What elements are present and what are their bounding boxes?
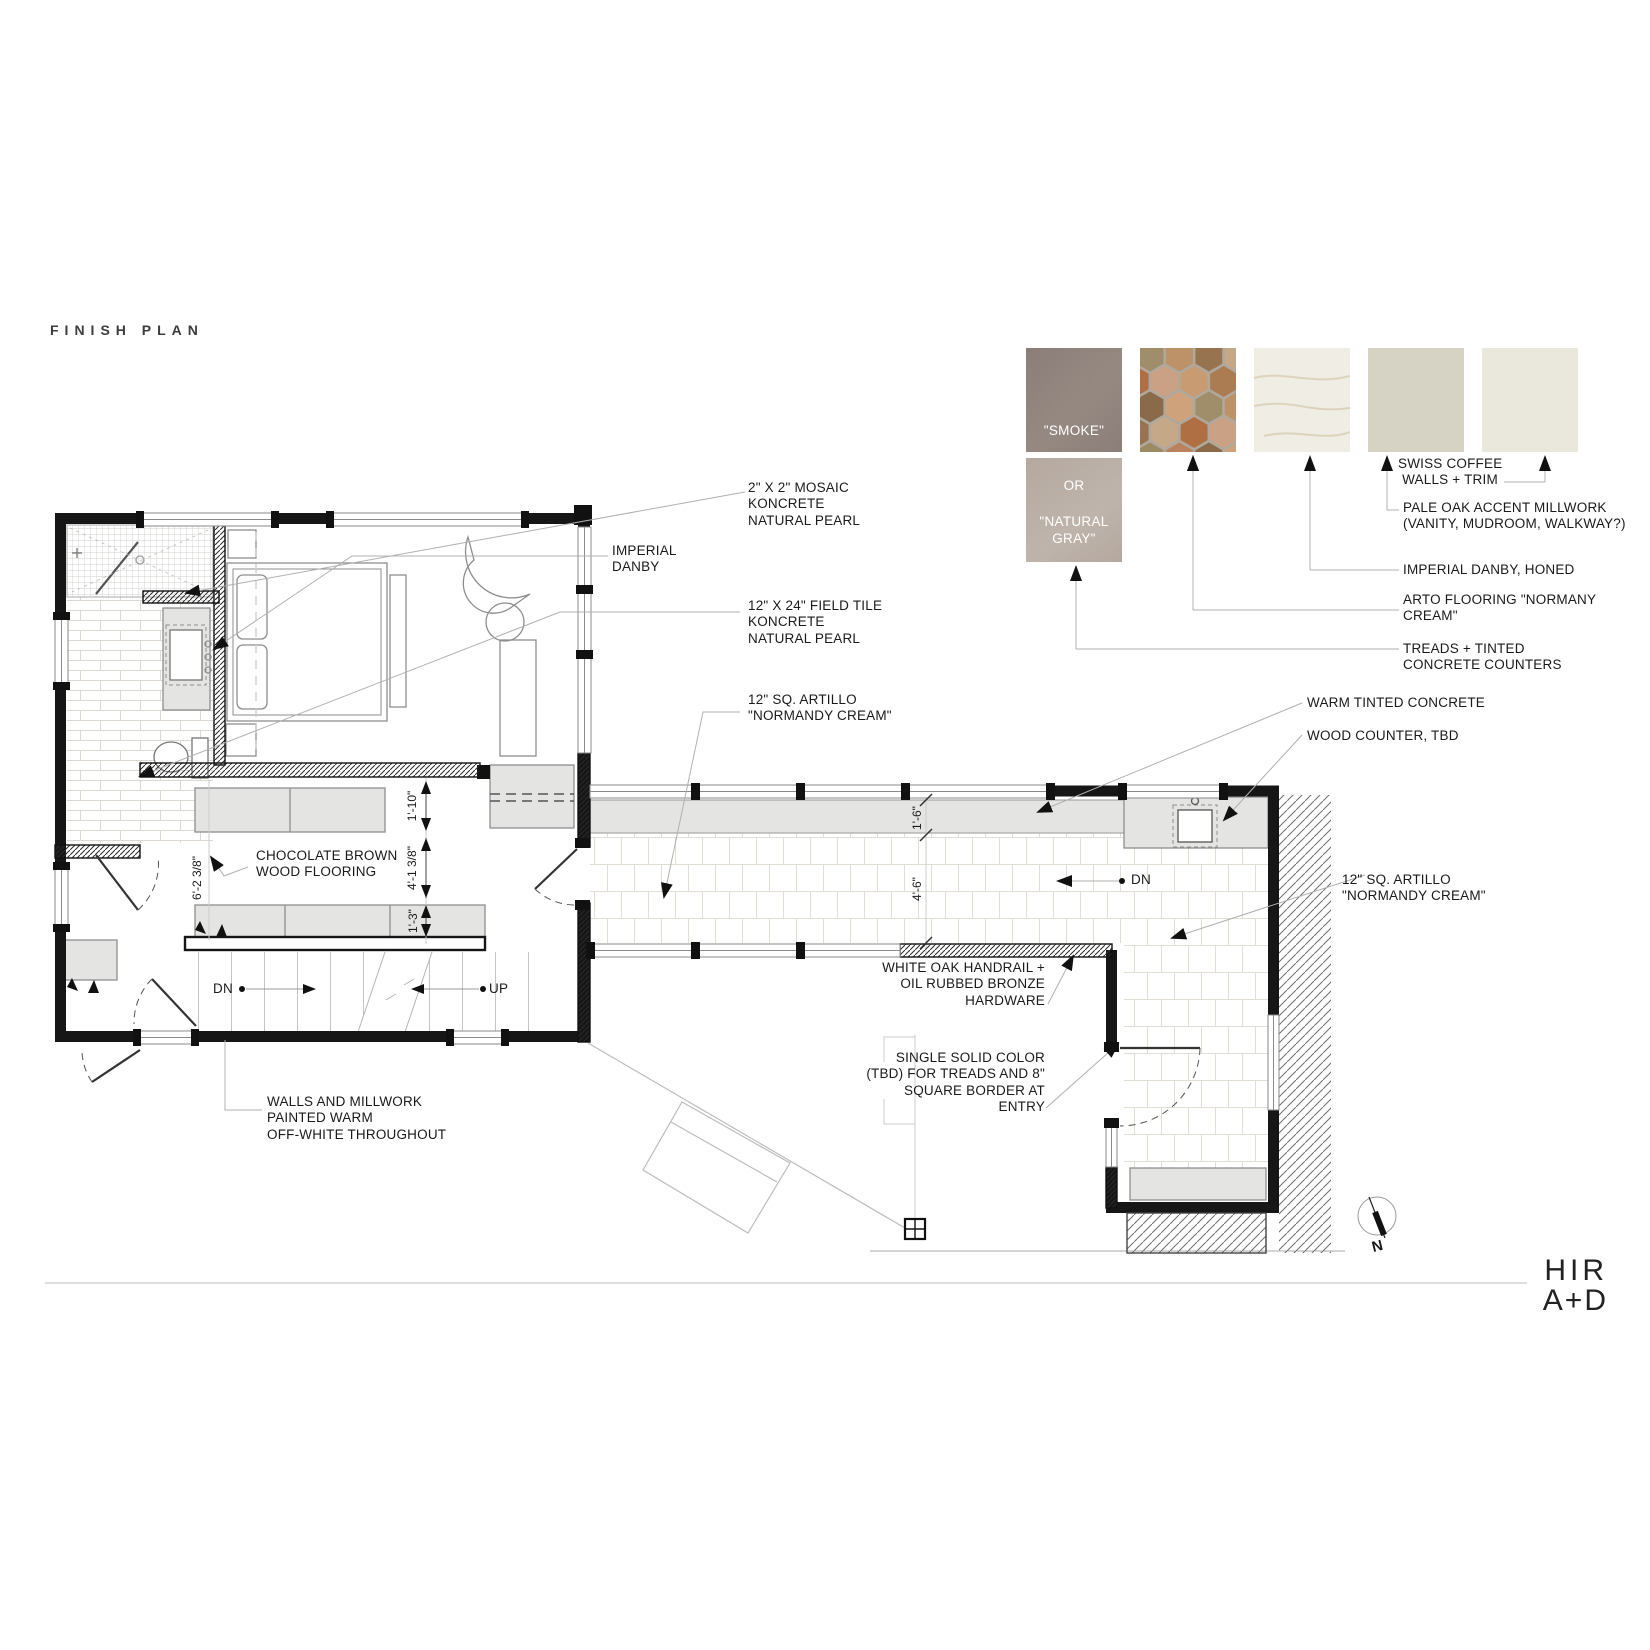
north-arrow <box>1358 1197 1396 1238</box>
pillow <box>237 575 267 639</box>
bedroom-south-wall <box>140 763 480 777</box>
label-field-tile: 12" X 24" FIELD TILE KONCRETE NATURAL PEARL <box>748 598 883 646</box>
round-side-table <box>486 603 524 641</box>
label-stair-dn: DN <box>213 981 233 996</box>
entry-stoop <box>1127 1213 1266 1253</box>
closet-cabinet <box>490 765 574 828</box>
hall-bench <box>63 940 117 980</box>
bed-bench <box>390 575 406 707</box>
label-single-solid-color: SINGLE SOLID COLOR (TBD) FOR TREADS AND 8" SQUARE BORDER AT ENTRY <box>866 1050 1045 1115</box>
logo-line2: A+D <box>1542 1284 1608 1317</box>
label-mosaic-koncrete: 2" X 2" MOSAIC KONCRETE NATURAL PEARL <box>748 480 861 528</box>
label-swiss-coffee: SWISS COFFEE WALLS + TRIM <box>1398 456 1503 488</box>
swatch-or-label: OR <box>1063 478 1085 493</box>
stair-handrail-wall <box>185 937 485 950</box>
lounge-chair <box>463 537 530 613</box>
label-entry-dn: DN <box>1131 872 1151 887</box>
tall-cabinet <box>500 640 536 756</box>
dim-1-6: 1'-6" <box>910 806 924 830</box>
swatch-smoke-label: "SMOKE" <box>1043 423 1105 438</box>
swiss-coffee-fill <box>1482 348 1578 452</box>
hall-rail-cabinet <box>195 905 485 937</box>
nightstand <box>226 724 256 756</box>
bath-door <box>96 855 138 910</box>
label-imperial-danby-honed: IMPERIAL DANBY, HONED <box>1403 562 1575 577</box>
nightstand <box>228 530 256 558</box>
existing-wall-hatch <box>1279 795 1331 1253</box>
exterior-stair-landing <box>643 1102 790 1233</box>
entry-artillo-tile <box>1124 943 1268 1168</box>
label-imperial-danby: IMPERIAL DANBY <box>612 543 677 575</box>
label-warm-concrete: WARM TINTED CONCRETE <box>1307 695 1485 710</box>
marble-swatch-svg <box>1254 348 1350 452</box>
label-pale-oak: PALE OAK ACCENT MILLWORK (VANITY, MUDROOM, WALKWAY?) <box>1403 500 1626 532</box>
swatch-swiss-coffee <box>1482 348 1578 452</box>
label-walls-millwork: WALLS AND MILLWORK PAINTED WARM OFF-WHITE THROUGHOUT <box>267 1094 447 1142</box>
label-white-oak-handrail: WHITE OAK HANDRAIL + OIL RUBBED BRONZE HARDWARE <box>882 960 1045 1008</box>
dim-hall-width: 6'-2 3/8" <box>190 856 204 900</box>
dim-4-6: 4'-6" <box>910 877 924 901</box>
label-treads-concrete: TREADS + TINTED CONCRETE COUNTERS <box>1403 641 1562 673</box>
pale-oak-fill <box>1368 348 1464 452</box>
counter-sink <box>1178 810 1212 842</box>
walkway-door <box>535 849 577 889</box>
shower-mosaic-floor <box>67 525 213 597</box>
walkway-handrail-wall <box>900 944 1112 957</box>
walkway-artillo-tile <box>590 833 1268 943</box>
shower-halfwall <box>143 591 219 603</box>
north-label: N <box>1370 1236 1385 1257</box>
label-artillo-walkway: 12" SQ. ARTILLO "NORMANDY CREAM" <box>748 692 892 724</box>
vanity-sink <box>170 630 202 680</box>
dim-1-10: 1'-10" <box>405 790 419 822</box>
exterior-door <box>92 1050 140 1082</box>
firm-logo <box>1543 1254 1608 1318</box>
swatch-arto-hex-tile <box>1140 348 1236 452</box>
page-title: FINISH PLAN <box>50 322 204 338</box>
dim-1-3: 1'-3" <box>406 909 420 933</box>
swatch-natural-gray-concrete <box>1026 458 1122 562</box>
swatch-smoke-concrete <box>1026 348 1122 452</box>
pillow <box>237 645 267 709</box>
tinted-concrete-band <box>590 800 1124 833</box>
logo-line1: HIR <box>1544 1254 1608 1287</box>
label-chocolate-wood: CHOCOLATE BROWN WOOD FLOORING <box>256 848 398 880</box>
swatch-pale-oak <box>1368 348 1464 452</box>
dim-4-1-3-8: 4'-1 3/8" <box>405 846 419 890</box>
hall-door <box>152 979 196 1026</box>
entry-mat <box>1130 1168 1266 1200</box>
swatch-natural-gray-label: "NATURAL GRAY" <box>1039 514 1109 546</box>
label-artillo-entry: 12" SQ. ARTILLO "NORMANDY CREAM" <box>1342 872 1486 904</box>
label-arto-flooring: ARTO FLOORING "NORMANY CREAM" <box>1403 592 1597 624</box>
floor-finishes <box>67 525 1268 1168</box>
swatch-imperial-danby-marble <box>1254 348 1350 452</box>
label-wood-counter: WOOD COUNTER, TBD <box>1307 728 1459 743</box>
label-stair-up: UP <box>489 981 509 996</box>
arto-hex-swatch-svg <box>1140 348 1236 452</box>
